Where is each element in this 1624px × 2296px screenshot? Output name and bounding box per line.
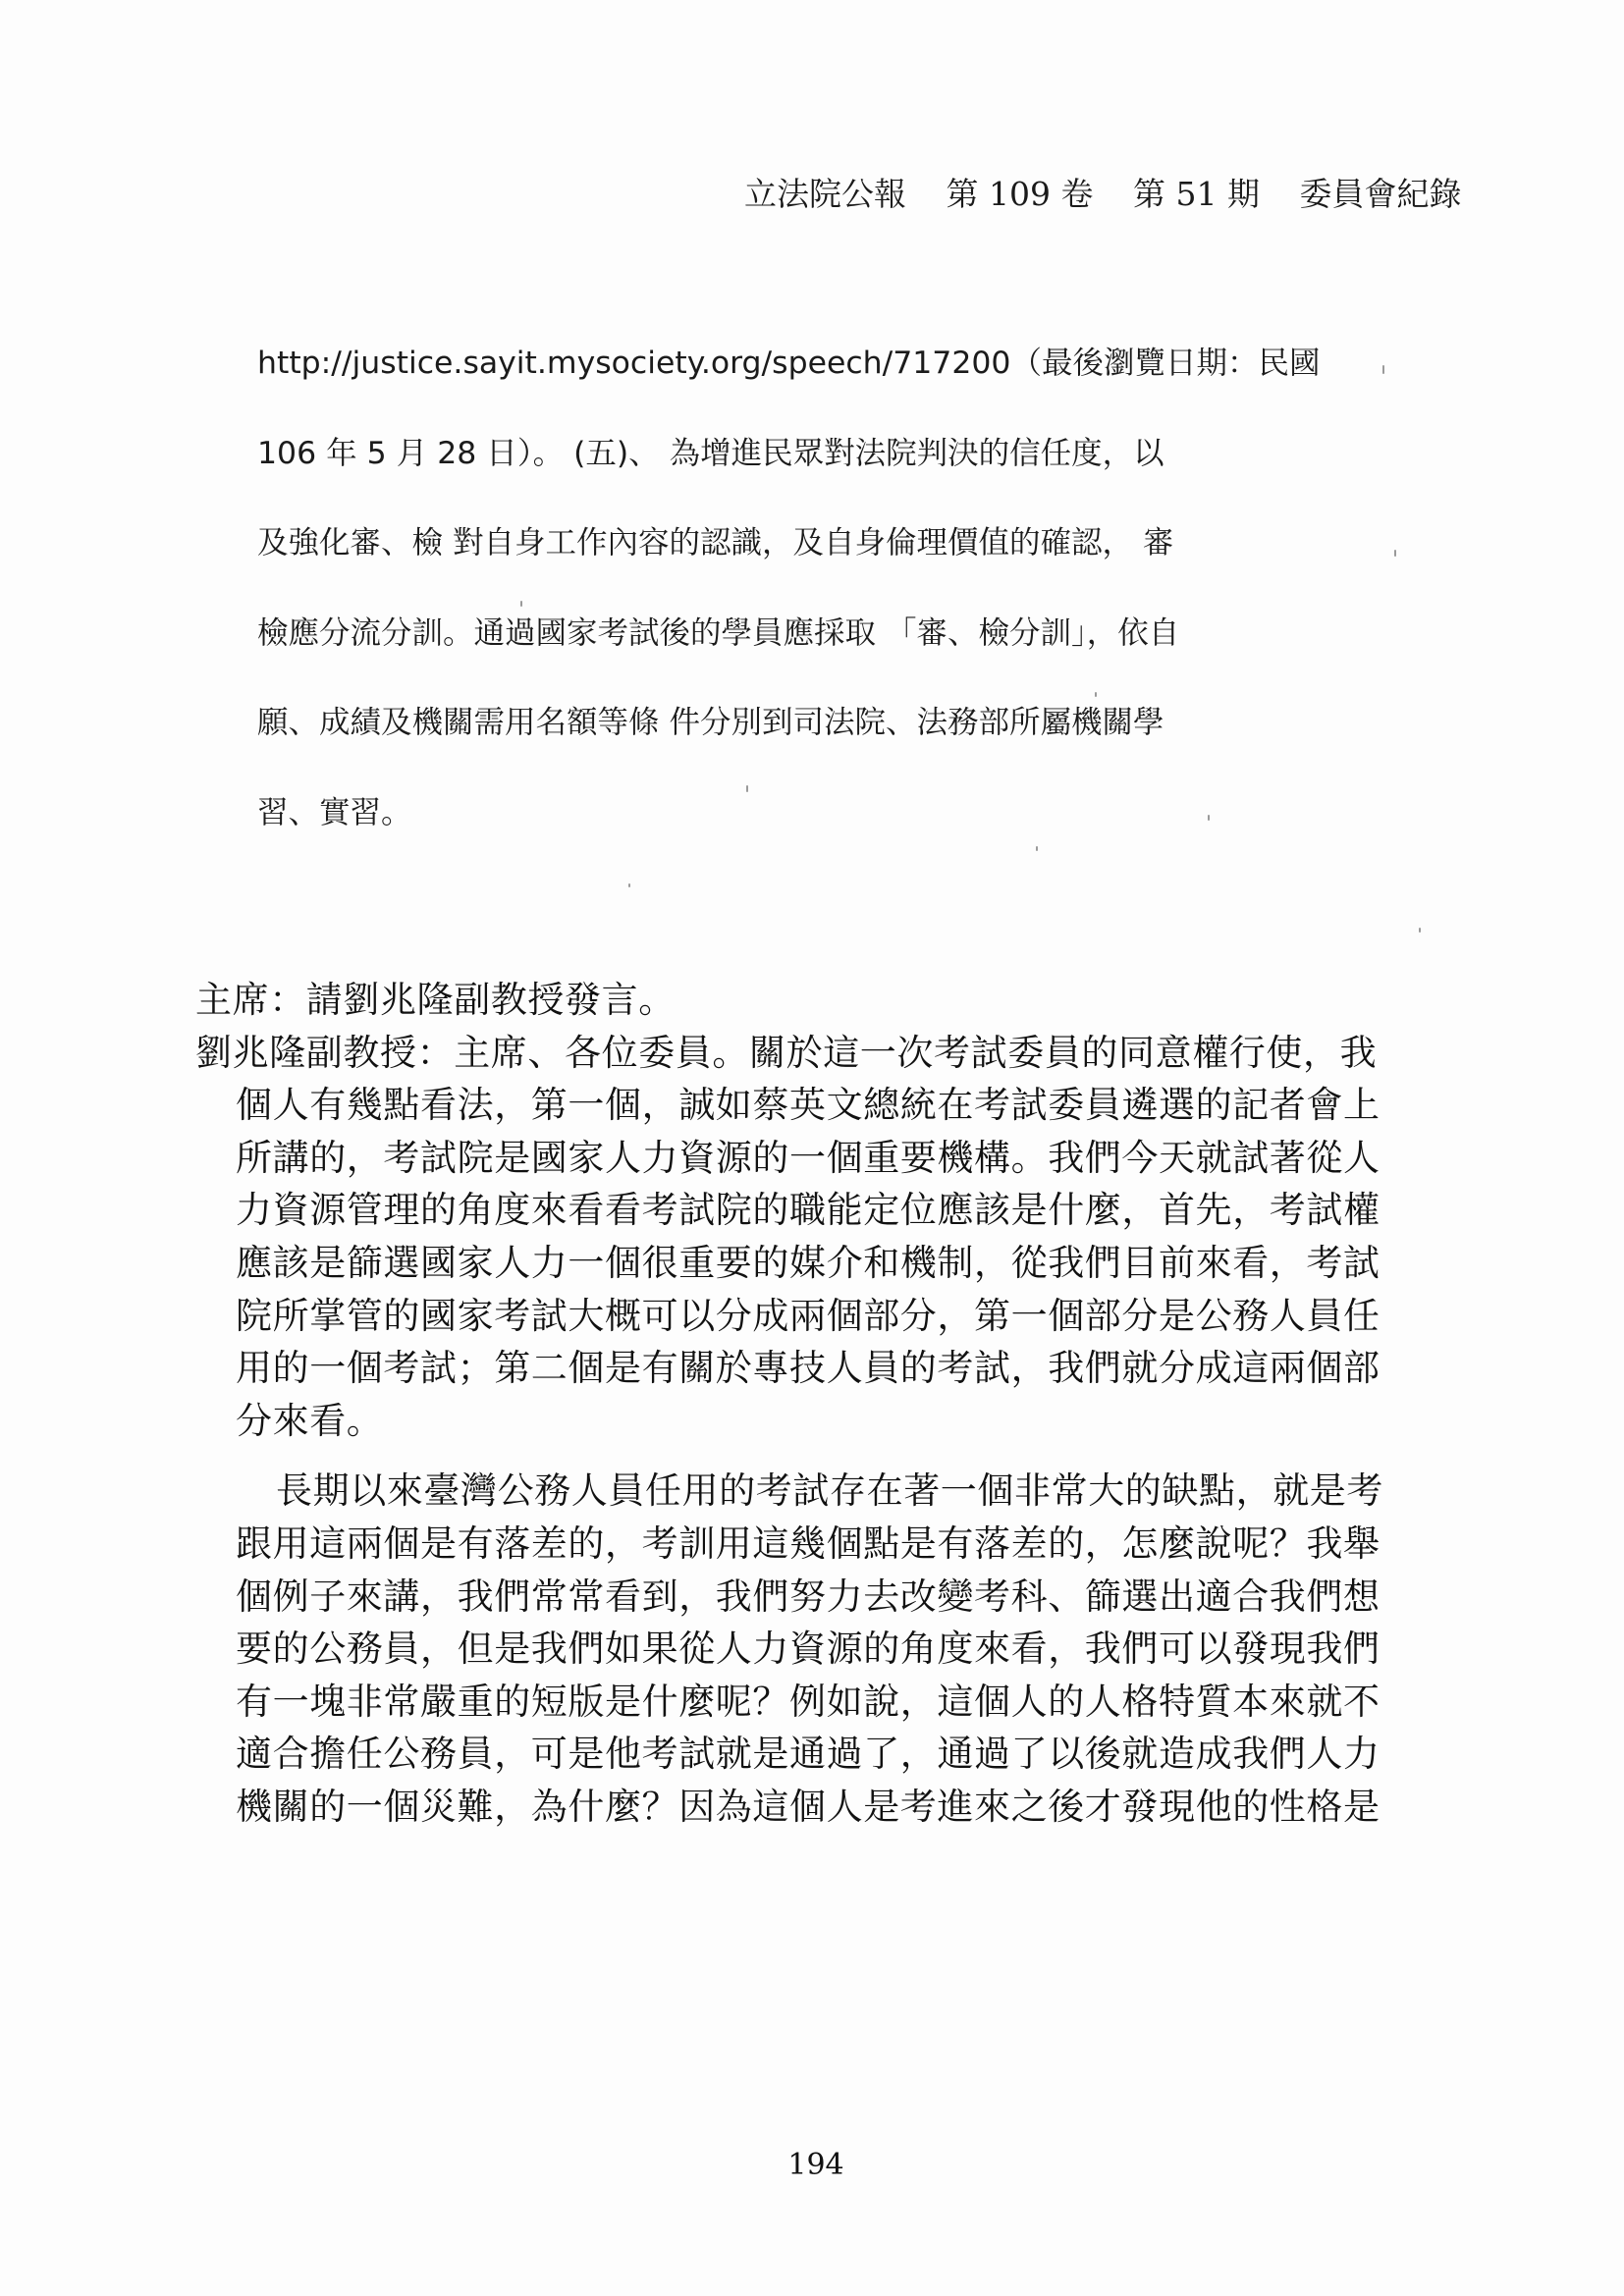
paragraph-line: 跟用這兩個是有落差的，考訓用這幾個點是有落差的，怎麼說呢？我舉 bbox=[236, 1522, 1380, 1565]
running-header bbox=[744, 175, 1462, 214]
paragraph-line: 有一塊非常嚴重的短版是什麼呢？例如說，這個人的人格特質本來就不 bbox=[236, 1680, 1380, 1723]
quote-line: 106 年 5 月 28 日）。 (五)、 為增進民眾對法院判決的信任度，以 bbox=[257, 435, 1164, 471]
paragraph-line: 力資源管理的角度來看看考試院的職能定位應該是什麼，首先，考試權 bbox=[236, 1189, 1380, 1232]
scan-artifact bbox=[1394, 550, 1396, 557]
quoted-excerpt bbox=[257, 339, 1367, 879]
speech-transcript bbox=[195, 974, 1413, 1834]
quote-line: 習、實習。 bbox=[257, 794, 412, 830]
speaker-statement-first-line: 劉兆隆副教授：主席、各位委員。關於這一次考試委員的同意權行使，我 bbox=[195, 1031, 1378, 1074]
quote-line: 及強化審、檢 對自身工作內容的認識，及自身倫理價值的確認， 審 bbox=[257, 525, 1174, 561]
chair-statement: 主席：請劉兆隆副教授發言。 bbox=[195, 979, 676, 1021]
scan-artifact bbox=[1419, 928, 1421, 933]
paragraph-line: 要的公務員，但是我們如果從人力資源的角度來看，我們可以發現我們 bbox=[236, 1628, 1380, 1671]
paragraph-line: 所講的，考試院是國家人力資源的一個重要機構。我們今天就試著從人 bbox=[236, 1136, 1380, 1179]
header-publication: 立法院公報 bbox=[744, 175, 906, 213]
scan-artifact bbox=[1095, 692, 1097, 697]
quote-line: http://justice.sayit.mysociety.org/speech/717200（最後瀏覽日期：民國 bbox=[257, 346, 1321, 381]
quote-line: 檢應分流分訓。通過國家考試後的學員應採取 「審、檢分訓」，依自 bbox=[257, 614, 1180, 651]
page-number: 194 bbox=[787, 2148, 844, 2182]
header-issue: 第 51 期 bbox=[1132, 175, 1260, 213]
paragraph-gap bbox=[195, 1447, 1413, 1465]
paragraph-line: 用的一個考試；第二個是有關於專技人員的考試，我們就分成這兩個部 bbox=[236, 1347, 1380, 1390]
paragraph-first-line: 長期以來臺灣公務人員任用的考試存在著一個非常大的缺點，就是考 bbox=[276, 1469, 1383, 1513]
paragraph-line: 個人有幾點看法，第一個，誠如蔡英文總統在考試委員遴選的記者會上 bbox=[236, 1084, 1380, 1127]
scan-artifact bbox=[1382, 365, 1384, 374]
paragraph-line: 個例子來講，我們常常看到，我們努力去改變考科、篩選出適合我們想 bbox=[236, 1575, 1380, 1618]
paragraph-line: 機關的一個災難，為什麼？因為這個人是考進來之後才發現他的性格是 bbox=[236, 1785, 1380, 1828]
scan-artifact bbox=[1036, 846, 1038, 851]
paragraph-line: 院所掌管的國家考試大概可以分成兩個部分，第一個部分是公務人員任 bbox=[236, 1294, 1380, 1337]
scan-artifact bbox=[1208, 815, 1210, 821]
paragraph-line: 適合擔任公務員，可是他考試就是通過了，通過了以後就造成我們人力 bbox=[236, 1733, 1380, 1776]
header-volume: 第 109 卷 bbox=[946, 175, 1094, 213]
scan-artifact bbox=[746, 785, 748, 792]
scan-artifact bbox=[628, 883, 630, 887]
header-section: 委員會紀錄 bbox=[1299, 175, 1462, 213]
paragraph-line: 應該是篩選國家人力一個很重要的媒介和機制，從我們目前來看，考試 bbox=[236, 1241, 1380, 1284]
quote-line: 願、成績及機關需用名額等條 件分別到司法院、法務部所屬機關學 bbox=[257, 705, 1164, 741]
paragraph-line: 分來看。 bbox=[236, 1399, 384, 1442]
scan-artifact bbox=[520, 601, 522, 607]
